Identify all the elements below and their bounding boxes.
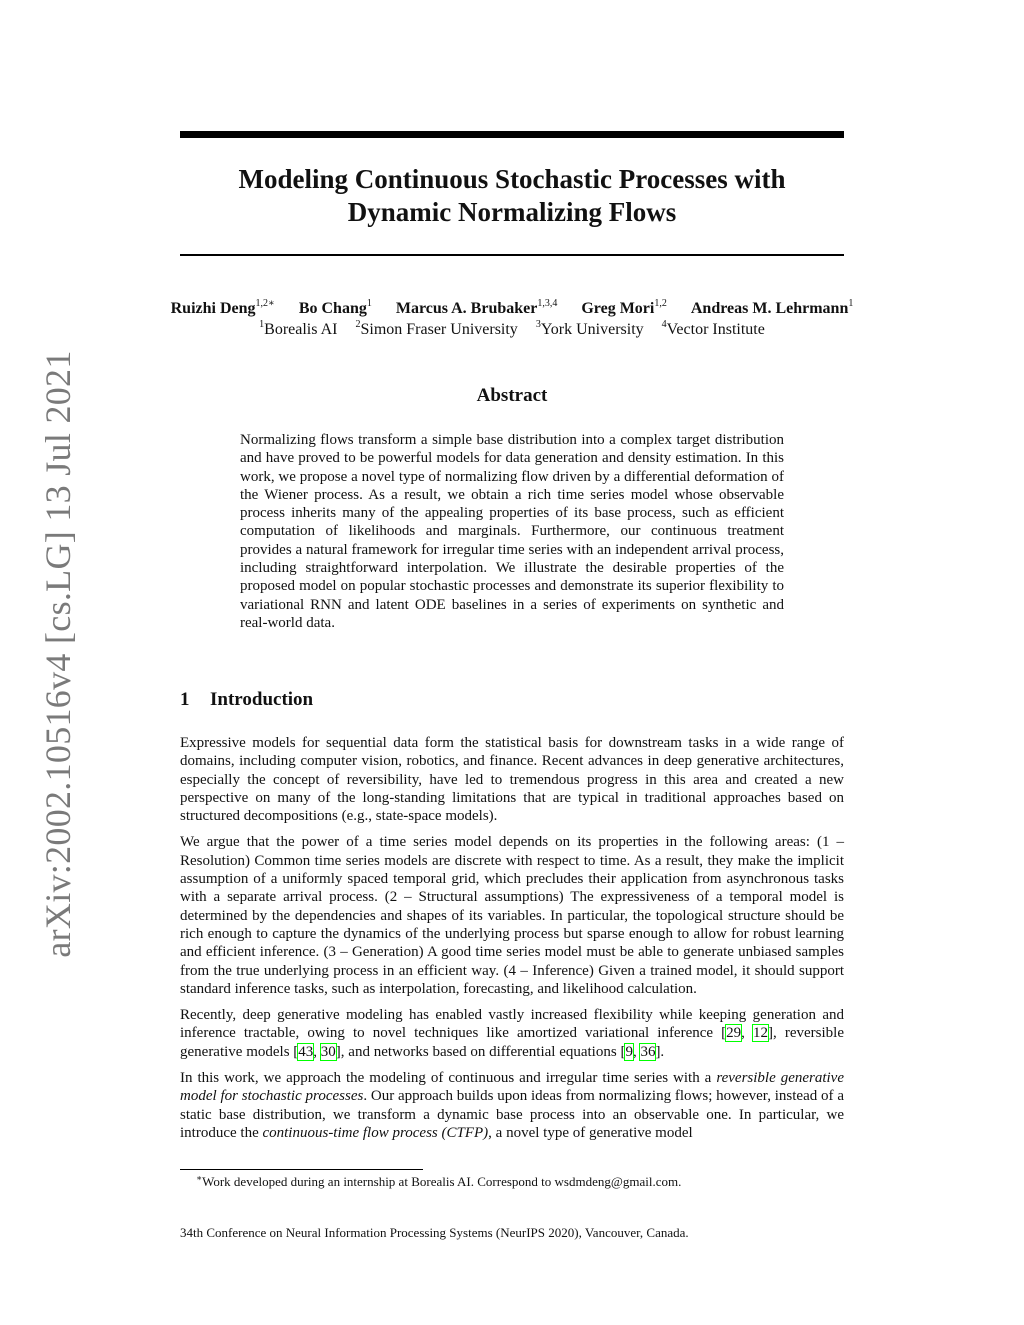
arxiv-identifier-stamp: arXiv:2002.10516v4 [cs.LG] 13 Jul 2021 <box>38 350 78 958</box>
paragraph-text: , a novel type of generative model <box>488 1124 693 1141</box>
author-affiliation-mark: 1 <box>366 298 372 309</box>
affiliation <box>662 321 765 338</box>
footnote-text: Work developed during an internship at Borealis AI. Correspond to wsdmdeng@gmail.com. <box>202 1174 682 1189</box>
author-affiliation-mark: 1 <box>848 298 854 309</box>
affiliation <box>536 321 644 338</box>
citation-link[interactable]: 43 <box>298 1043 314 1060</box>
footnote-mark: ∗ <box>196 1173 203 1183</box>
author <box>171 300 275 317</box>
affiliation-mark: 1 <box>259 319 265 330</box>
affiliation-mark: 3 <box>535 319 541 330</box>
paragraph: Expressive models for sequential data form the statistical basis for downstream tasks in a wide range of domains, including computer vision, robotics, and finance. Recent advances in deep generative architectures, especially the concept of reversibility, have led to tremendous progress in this area and created a new perspective on many of the long-standing limitations that are typical in traditional approaches based on structured decompositions (e.g., state-space models). <box>180 735 844 825</box>
author <box>691 300 854 317</box>
author-name: Ruizhi Deng <box>170 300 256 317</box>
affiliation <box>259 321 337 338</box>
emphasized-term: reversible generative model for stochastic processes <box>180 1070 844 1105</box>
abstract-heading: Abstract <box>476 385 548 406</box>
conference-note: 34th Conference on Neural Information Processing Systems (NeurIPS 2020), Vancouver, Canada. <box>180 1225 689 1240</box>
footnote <box>196 1174 844 1190</box>
author-name: Andreas M. Lehrmann <box>690 300 849 317</box>
section-title: Introduction <box>210 689 314 710</box>
author-affiliation-mark: 1,3,4 <box>537 298 558 309</box>
paragraph-text: Recently, deep generative modeling has enabled vastly increased flexibility while keeping generation and inference tractable, owing to novel techniques like amortized variational inference [ <box>180 1007 844 1042</box>
affiliation-mark: 4 <box>661 319 667 330</box>
affiliation-name: Vector Institute <box>666 321 765 338</box>
title-top-rule <box>180 131 844 138</box>
paragraph-text: ], and networks based on differential equations [ <box>335 1043 626 1060</box>
citation-link[interactable]: 12 <box>753 1025 769 1042</box>
paper-title-line-1: Modeling Continuous Stochastic Processes with <box>238 164 786 194</box>
author <box>396 300 557 317</box>
paper-title <box>180 163 844 229</box>
author-list <box>150 299 874 319</box>
title-bottom-rule <box>180 254 844 256</box>
paragraph <box>180 1069 844 1142</box>
paragraph-text: ], reversible generative models [ <box>180 1025 844 1060</box>
author <box>581 300 667 317</box>
citation-link[interactable]: 29 <box>726 1025 742 1042</box>
section-heading-introduction <box>180 689 313 711</box>
affiliation-name: Borealis AI <box>264 321 338 338</box>
footnote-rule <box>180 1169 423 1170</box>
citation-link[interactable]: 9 <box>625 1043 633 1060</box>
paragraph <box>180 1006 844 1061</box>
paper-title-line-2: Dynamic Normalizing Flows <box>347 197 677 227</box>
citation-separator: , <box>632 1043 641 1060</box>
paragraph-text: In this work, we approach the modeling of continuous and irregular time series with a <box>180 1070 717 1087</box>
paragraph: We argue that the power of a time series model depends on its properties in the following areas: (1 – Resolution) Common time series models are discrete with respect to time. As a result, they make the implicit assumption of a uniformly spaced temporal grid, which precludes their application from asynchronous tasks with a separate arrival process. (2 – Structural assumptions) The expressiveness of a temporal model is determined by the dependencies and shapes of its variables. In particular, the topological structure should be rich enough to capture the dynamics of the underlying process but sparse enough to allow for robust learning and efficient inference. (3 – Generation) A good time series model must be able to generate unbiased samples from the true underlying process in an efficient way. (4 – Inference) Given a trained model, it should support standard inference tasks, such as interpolation, forecasting, and likelihood calculation. <box>180 834 844 997</box>
author-affiliation-mark: 1,2∗ <box>255 298 275 309</box>
author-name: Greg Mori <box>581 300 655 317</box>
citation-separator: , <box>741 1025 754 1042</box>
abstract-text: Normalizing flows transform a simple base distribution into a complex target distribution and have proved to be powerful models for data generation and density estimation. In this work, we propose a novel type of normalizing flow driven by a differential deformation of the Wiener process. As a result, we obtain a rich time series model whose observable process inherits many of the appealing properties of its base process, such as efficient computation of likelihoods and marginals. Furthermore, our continuous treatment provides a natural framework for irregular time series with an independent arrival process, including straightforward interpolation. We illustrate the desirable properties of the proposed model on popular stochastic processes and demonstrate its superior flexibility to variational RNN and latent ODE baselines in a series of experiments on synthetic and real-world data. <box>240 432 784 631</box>
author-affiliation-mark: 1,2 <box>654 298 667 309</box>
citation-link[interactable]: 30 <box>320 1043 336 1060</box>
affiliation-name: York University <box>540 321 644 338</box>
affiliation-mark: 2 <box>355 319 361 330</box>
citation-separator: , <box>313 1043 321 1060</box>
author <box>299 300 372 317</box>
affiliation-name: Simon Fraser University <box>360 321 518 338</box>
paragraph-text: ]. <box>655 1043 665 1060</box>
affiliation <box>355 321 517 338</box>
citation-link[interactable]: 36 <box>640 1043 656 1060</box>
paragraph-text: . Our approach builds upon ideas from normalizing flows; however, instead of a static base distribution, we transform a dynamic base process into an observable one. In particular, we introduce the <box>180 1088 844 1141</box>
affiliation-list <box>150 320 874 340</box>
author-name: Marcus A. Brubaker <box>395 300 538 317</box>
section-number: 1 <box>180 689 190 710</box>
author-name: Bo Chang <box>298 300 367 317</box>
emphasized-term: continuous-time flow process (CTFP) <box>262 1124 489 1141</box>
introduction-body <box>180 734 844 1150</box>
